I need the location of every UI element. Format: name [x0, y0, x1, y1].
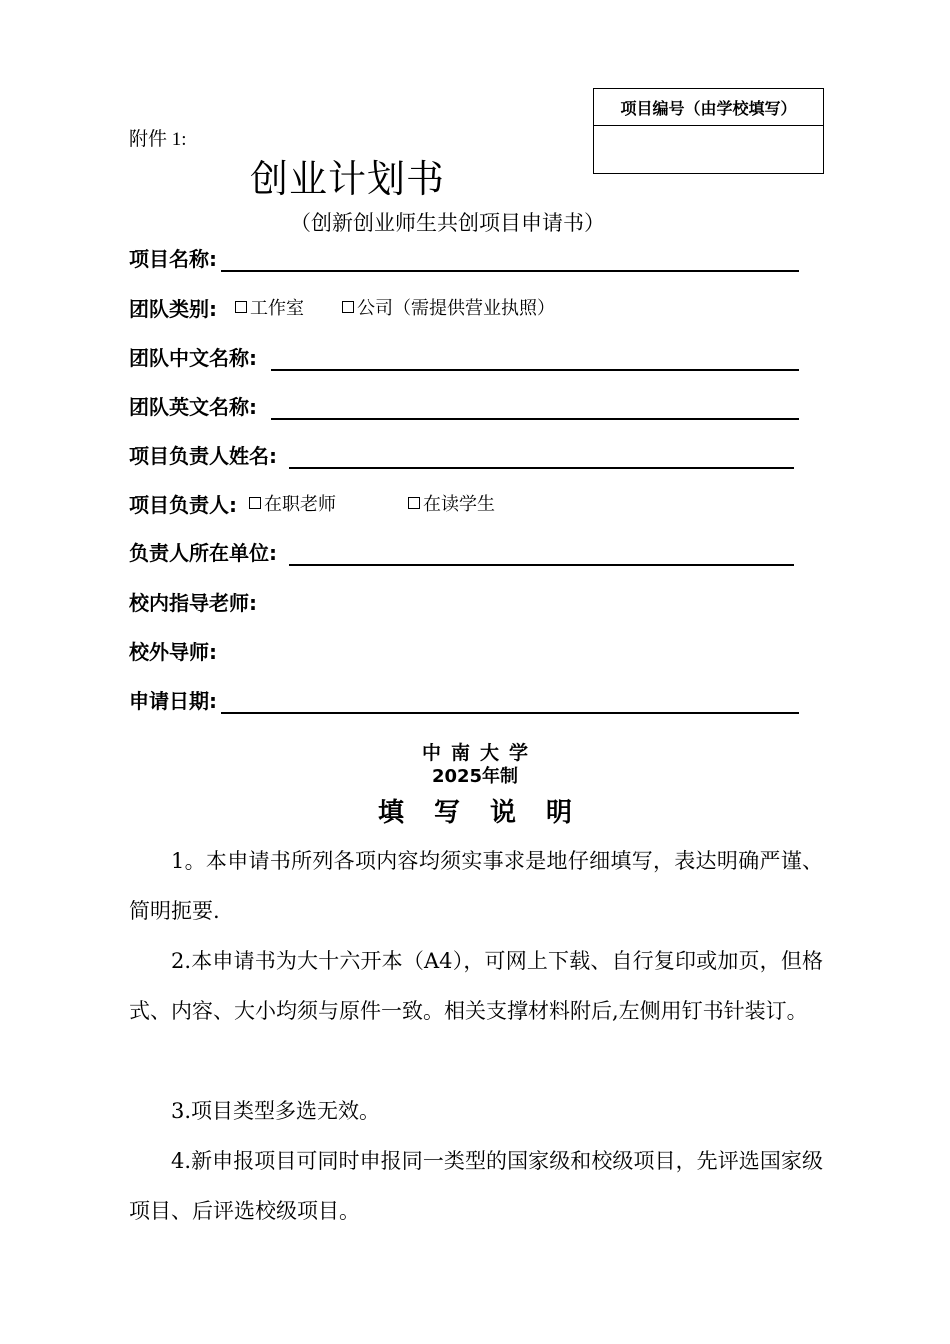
- project-name-label: 项目名称:: [129, 247, 217, 271]
- project-name-field[interactable]: [221, 248, 799, 272]
- checkbox-icon[interactable]: [342, 301, 354, 313]
- leader-name-row: [129, 437, 794, 469]
- project-id-field[interactable]: [594, 126, 823, 173]
- apply-date-field[interactable]: [221, 690, 799, 714]
- leader-role-label: 项目负责人:: [129, 493, 237, 517]
- internal-advisor-label: 校内指导老师:: [129, 591, 257, 615]
- document-subtitle: （创新创业师生共创项目申请书）: [290, 211, 605, 235]
- leader-unit-field[interactable]: [289, 542, 794, 566]
- leader-role-option-teacher-label: 在职老师: [264, 494, 336, 515]
- team-type-option-company-label: 公司（需提供营业执照）: [357, 298, 555, 319]
- team-en-name-field[interactable]: [271, 396, 799, 420]
- leader-role-option-student-label: 在读学生: [423, 494, 495, 515]
- attachment-label: 附件 1:: [129, 129, 187, 150]
- team-type-option-company[interactable]: [342, 294, 555, 320]
- instructions-title: 填写说明: [377, 798, 602, 828]
- team-type-label: 团队类别:: [129, 297, 217, 321]
- instruction-item: 2.本申请书为大十六开本（A4），可网上下载、自行复印或加页，但格式、内容、大小均须与原件一致。相关支撑材料附后,左侧用钉书针装订。: [129, 949, 823, 1023]
- team-en-name-row: [129, 388, 799, 420]
- external-mentor-label: 校外导师:: [129, 640, 217, 664]
- leader-name-field[interactable]: [289, 445, 794, 469]
- project-id-box: [593, 88, 824, 174]
- edition-year: 2025年制: [431, 766, 519, 787]
- team-type-row: [129, 290, 555, 322]
- leader-role-row: [129, 486, 495, 518]
- team-cn-name-label: 团队中文名称:: [129, 346, 257, 370]
- team-cn-name-field[interactable]: [271, 347, 799, 371]
- checkbox-icon[interactable]: [235, 301, 247, 313]
- document-title: 创业计划书: [250, 157, 446, 201]
- school-name: 中南大学: [421, 742, 538, 764]
- team-type-option-studio-label: 工作室: [250, 298, 304, 319]
- leader-role-option-student[interactable]: [408, 490, 495, 516]
- instruction-item: 1。本申请书所列各项内容均须实事求是地仔细填写，表达明确严谨、简明扼要.: [129, 849, 823, 923]
- external-mentor-row: [129, 633, 217, 665]
- team-en-name-label: 团队英文名称:: [129, 395, 257, 419]
- leader-unit-label: 负责人所在单位:: [129, 541, 277, 565]
- instruction-item: 3.项目类型多选无效。: [171, 1099, 381, 1123]
- team-type-option-studio[interactable]: [235, 294, 304, 320]
- apply-date-label: 申请日期:: [129, 689, 217, 713]
- leader-name-label: 项目负责人姓名:: [129, 444, 277, 468]
- project-id-label: 项目编号（由学校填写）: [594, 89, 823, 126]
- leader-role-option-teacher[interactable]: [249, 490, 336, 516]
- leader-unit-row: [129, 534, 794, 566]
- checkbox-icon[interactable]: [408, 497, 420, 509]
- team-cn-name-row: [129, 339, 799, 371]
- instruction-item: 4.新申报项目可同时申报同一类型的国家级和校级项目，先评选国家级项目、后评选校级项目。: [129, 1149, 823, 1223]
- checkbox-icon[interactable]: [249, 497, 261, 509]
- project-name-row: [129, 240, 799, 272]
- internal-advisor-row: [129, 584, 257, 616]
- apply-date-row: [129, 682, 799, 714]
